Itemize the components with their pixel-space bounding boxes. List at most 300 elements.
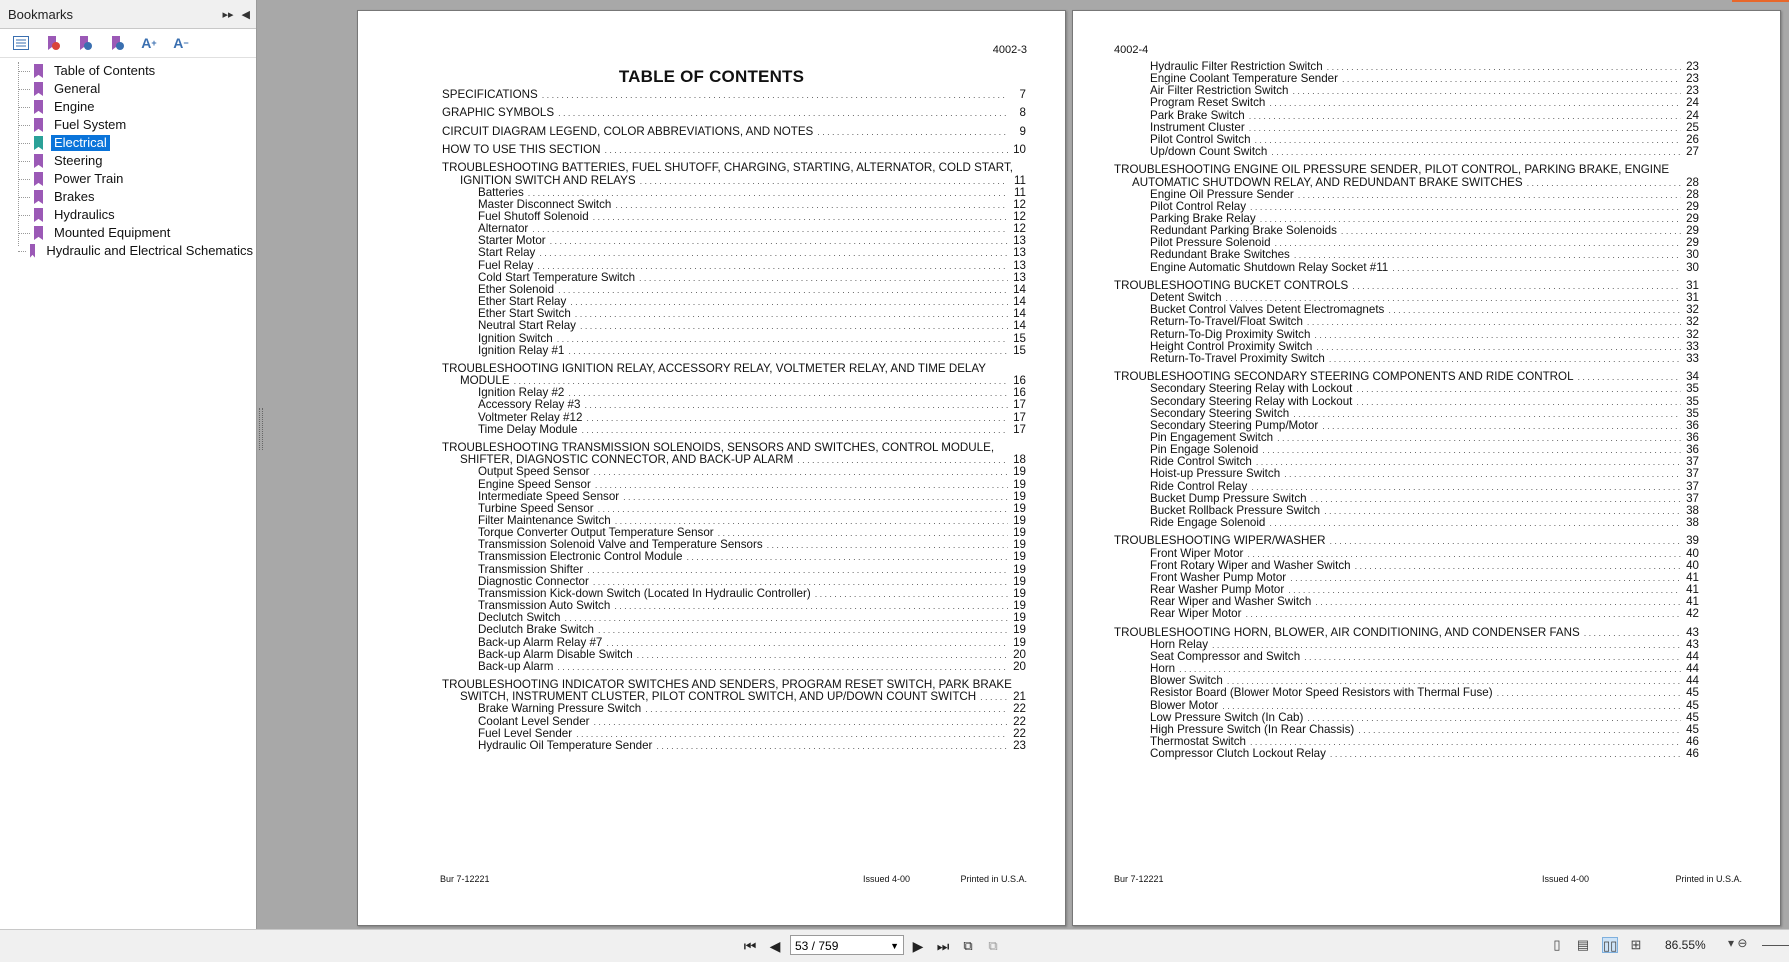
toc-entry-title: Filter Maintenance Switch: [478, 514, 611, 527]
toc-entry-page: 14: [1013, 282, 1026, 296]
page-indicator: 53 / 759: [795, 939, 839, 953]
toc-entry-title: Declutch Switch: [478, 611, 561, 625]
tree-branch: [18, 215, 30, 216]
toc-entry-page: 12: [1013, 197, 1026, 211]
bookmark-label: General: [54, 81, 101, 96]
toc-entry-title: Ether Start Switch: [478, 307, 571, 321]
toc-entry-page: 31: [1686, 278, 1699, 292]
bookmark-icon: [34, 82, 43, 96]
bookmarks-tree: [0, 58, 256, 260]
toc-entry-page: 37: [1686, 491, 1699, 505]
toc-entry-page: 22: [1013, 726, 1026, 740]
toc-entry-title: Ride Engage Solenoid: [1150, 516, 1266, 529]
bookmark-icon: [34, 226, 43, 240]
bookmark-icon: [34, 136, 43, 150]
toc-entry-title: High Pressure Switch (In Rear Chassis): [1150, 722, 1355, 736]
toc-entry-title: Starter Motor: [478, 234, 546, 248]
toc-entry-page: 22: [1013, 714, 1026, 728]
toc-entry-title: Alternator: [478, 222, 529, 236]
toc-entry-page: 15: [1013, 343, 1026, 357]
toc-entry-title: TROUBLESHOOTING WIPER/WASHER: [1114, 534, 1326, 548]
toc-entry-title: Instrument Cluster: [1150, 120, 1245, 134]
toc-entry-page: 29: [1686, 236, 1699, 250]
toc-entry-title: MODULE: [460, 374, 510, 388]
tree-branch: [18, 71, 30, 72]
toc-entry-title: Transmission Auto Switch: [478, 599, 611, 613]
toc-entry-title: Return-To-Dig Proximity Switch: [1150, 327, 1311, 341]
last-page-icon[interactable]: ⏭: [936, 938, 950, 954]
toc-entry-title: Diagnostic Connector: [478, 574, 589, 588]
toc-entry-title: Ether Solenoid: [478, 282, 555, 296]
bookmark-label: Fuel System: [54, 117, 127, 132]
toc-entry-title: Air Filter Restriction Switch: [1150, 84, 1289, 98]
toc-entry-title: Horn: [1150, 662, 1176, 676]
toc-entry-page: 20: [1013, 659, 1026, 673]
delete-bookmark-icon[interactable]: [108, 35, 126, 51]
toc-entry-title: Transmission Solenoid Valve and Temperature Sensors: [478, 538, 763, 552]
toc-entry-page: 14: [1013, 319, 1026, 333]
toc-entry-title: Return-To-Travel/Float Switch: [1150, 315, 1303, 329]
bookmark-label: Steering: [54, 153, 103, 168]
window-accent-bar: [1732, 0, 1789, 2]
toc-entry-title: Neutral Start Relay: [478, 319, 576, 333]
toc-entry-page: 14: [1013, 307, 1026, 321]
toc-entry-page: 36: [1686, 418, 1699, 432]
toc-entry-title: Ignition Switch: [478, 331, 553, 345]
toc-entry-page: 17: [1013, 410, 1026, 424]
toc-entry[interactable]: [1150, 145, 1699, 159]
toc-entry-title: Coolant Level Sender: [478, 714, 590, 728]
toc-entry-title: Engine Coolant Temperature Sender: [1150, 72, 1338, 86]
bookmarks-header: [0, 0, 256, 29]
toc-entry-title: IGNITION SWITCH AND RELAYS: [460, 173, 636, 187]
bookmark-item[interactable]: [12, 98, 256, 116]
toc-dot-leader: [557, 660, 1008, 674]
panel-splitter-handle[interactable]: [259, 408, 263, 450]
zoom-out-icon[interactable]: ▾ ⊖: [1728, 936, 1748, 950]
toc-entry-title: Front Washer Pump Motor: [1150, 570, 1287, 584]
toc-entry-page: 44: [1686, 662, 1699, 676]
toc-entry-page: 33: [1686, 351, 1699, 365]
toc-dot-leader: [817, 125, 1008, 139]
toc-entry-page: 45: [1686, 722, 1699, 736]
toc-entry-title: Output Speed Sensor: [478, 465, 590, 479]
toc-entry-title: SPECIFICATIONS: [442, 88, 538, 101]
zoom-level[interactable]: 86.55%: [1665, 938, 1706, 952]
toc-entry-title: Time Delay Module: [478, 422, 578, 436]
toc-dot-leader: [1245, 607, 1681, 621]
toc-entry-page: 11: [1013, 173, 1026, 187]
toc-entry-page: 29: [1686, 199, 1699, 213]
facing-icon[interactable]: ▯▯: [1603, 938, 1618, 953]
bookmark-label: Table of Contents: [54, 63, 156, 78]
toc-entry[interactable]: [1150, 607, 1699, 621]
toc-entry-page: 15: [1013, 331, 1026, 345]
toc-entry-title: SHIFTER, DIAGNOSTIC CONNECTOR, AND BACK-UP ALARM: [460, 453, 794, 467]
toc-entry-title: Program Reset Switch: [1150, 96, 1266, 110]
toc-entry-page: 32: [1686, 327, 1699, 341]
bookmark-item[interactable]: [12, 188, 256, 206]
page-code: 4002-4: [1114, 44, 1149, 56]
continuous-facing-icon[interactable]: ⊞: [1630, 937, 1642, 952]
toc-entry-page: 19: [1013, 623, 1026, 637]
toc-entry-title: Turbine Speed Sensor: [478, 501, 594, 515]
toc-entry-page: 10: [1013, 143, 1026, 157]
toc-entry-title: Engine Speed Sensor: [478, 477, 591, 491]
page-title: TABLE OF CONTENTS: [618, 67, 805, 86]
toc-entry-page: 28: [1686, 187, 1699, 201]
toc-entry-page: 17: [1013, 422, 1026, 436]
toc-dot-leader: [1392, 261, 1681, 275]
toc-entry-page: 40: [1686, 546, 1699, 560]
tree-branch: [18, 251, 26, 252]
toc-entry-title: SWITCH, INSTRUMENT CLUSTER, PILOT CONTROL SWITCH, AND UP/DOWN COUNT SWITCH: [460, 690, 977, 704]
toc-entry-page: 19: [1013, 514, 1026, 527]
toc-entry-page: 13: [1013, 246, 1026, 260]
toc-dot-leader: [1330, 747, 1681, 761]
toc-entry-page: 45: [1686, 686, 1699, 700]
next-view-icon[interactable]: ⧉: [988, 938, 998, 953]
toc-entry-title: Parking Brake Relay: [1150, 212, 1256, 225]
toc-entry-page: 7: [1019, 88, 1026, 101]
toc-entry-page: 9: [1019, 124, 1026, 138]
toc-entry-title: Front Rotary Wiper and Washer Switch: [1150, 558, 1351, 572]
toc-entry-page: 13: [1013, 234, 1026, 248]
tree-branch: [18, 125, 30, 126]
toc-entry-title: Start Relay: [478, 246, 536, 260]
toc-entry[interactable]: [442, 106, 1026, 120]
toc-entry-title: Voltmeter Relay #12: [478, 410, 583, 424]
decrease-text-size-icon[interactable]: A −: [173, 35, 189, 51]
bookmark-label: Power Train: [54, 171, 124, 186]
toc-entry-page: 19: [1013, 538, 1026, 552]
bookmark-item[interactable]: [12, 116, 256, 134]
toc-entry-title: Front Wiper Motor: [1150, 546, 1244, 560]
tree-branch: [18, 197, 30, 198]
bookmark-icon: [34, 154, 43, 168]
bookmark-item[interactable]: [12, 206, 256, 224]
toc-entry[interactable]: [442, 88, 1026, 102]
toc-entry-title: Transmission Electronic Control Module: [478, 550, 683, 564]
toc-entry-page: 18: [1013, 453, 1026, 467]
toc-entry-title: Blower Switch: [1150, 674, 1223, 688]
toc-entry-page: 19: [1013, 526, 1026, 540]
toc-entry-title: Horn Relay: [1150, 637, 1208, 651]
bookmark-label: Engine: [54, 99, 95, 114]
toc-entry-page: 11: [1013, 185, 1026, 199]
toc-entry[interactable]: [442, 125, 1026, 139]
toc-entry-title: Pilot Control Relay: [1150, 199, 1247, 213]
toc-entry-title: Return-To-Travel Proximity Switch: [1150, 351, 1325, 365]
toc-entry-page: 19: [1013, 550, 1026, 564]
toc-entry-page: 28: [1686, 175, 1699, 189]
toc-entry-title: Brake Warning Pressure Switch: [478, 702, 642, 716]
toc-entry-title: Ride Control Switch: [1150, 455, 1252, 469]
toc-dot-leader: [604, 143, 1008, 157]
tree-branch: [18, 161, 30, 162]
toc-entry-title: Engine Automatic Shutdown Relay Socket #11: [1150, 260, 1389, 274]
bookmark-label: Mounted Equipment: [54, 225, 171, 240]
toc-entry-page: 23: [1686, 60, 1699, 73]
toc-entry-title: Engine Oil Pressure Sender: [1150, 187, 1294, 201]
footer-printed: Printed in U.S.A.: [1675, 874, 1742, 884]
continuous-icon[interactable]: ▤: [1576, 937, 1590, 952]
footer-document-number: Bur 7-12221: [440, 874, 490, 884]
toc-entry-page: 25: [1686, 120, 1699, 134]
toc-entry-title: TROUBLESHOOTING IGNITION RELAY, ACCESSORY RELAY, VOLTMETER RELAY, AND TIME DELAY: [442, 362, 986, 375]
toc-entry-title: Resistor Board (Blower Motor Speed Resistors with Thermal Fuse): [1150, 686, 1493, 700]
toc-entry-page: 12: [1013, 210, 1026, 223]
toc-entry-page: 19: [1013, 574, 1026, 588]
toc-entry-title: Fuel Relay: [478, 258, 534, 272]
toc-entry-title: Seat Compressor and Switch: [1150, 649, 1301, 663]
toc-dot-leader: [581, 423, 1008, 437]
zoom-slider[interactable]: [1762, 945, 1789, 946]
toc-entry-title: Hoist-up Pressure Switch: [1150, 467, 1281, 481]
toc-entry-page: 23: [1686, 84, 1699, 98]
toc-dot-leader: [1269, 516, 1681, 530]
toc-entry-title: Cold Start Temperature Switch: [478, 270, 636, 284]
toc-entry-title: Pilot Pressure Solenoid: [1150, 236, 1271, 250]
toc-entry[interactable]: [1150, 261, 1699, 275]
toc-entry-title: Bucket Control Valves Detent Electromagnets: [1150, 303, 1385, 317]
toc-entry-title: Secondary Steering Switch: [1150, 406, 1290, 420]
toc-entry-title: Bucket Rollback Pressure Switch: [1150, 503, 1321, 517]
previous-view-icon[interactable]: ⧉: [963, 938, 973, 953]
page-number-input[interactable]: [790, 935, 904, 955]
toc-entry-page: 46: [1686, 734, 1699, 748]
toc-entry-page: 19: [1013, 489, 1026, 503]
toc-entry-title: TROUBLESHOOTING SECONDARY STEERING COMPONENTS AND RIDE CONTROL: [1114, 370, 1574, 384]
toc-entry-title: Pin Engagement Switch: [1150, 430, 1274, 444]
toc-entry-title: Blower Motor: [1150, 698, 1219, 712]
toc-entry-page: 45: [1686, 710, 1699, 724]
bookmark-item[interactable]: [12, 152, 256, 170]
toc-entry-title: Secondary Steering Pump/Motor: [1150, 418, 1319, 432]
toc-entry[interactable]: [1150, 516, 1699, 530]
toc-entry-page: 44: [1686, 649, 1699, 663]
toc-entry-page: 38: [1686, 503, 1699, 517]
toc-entry-title: Thermostat Switch: [1150, 734, 1246, 748]
toc-entry-page: 19: [1013, 586, 1026, 600]
toc-entry[interactable]: [1150, 747, 1699, 761]
bookmark-item[interactable]: [12, 62, 256, 80]
bookmarks-toolbar: [0, 29, 256, 58]
toc-entry-title: Ignition Relay #1: [478, 343, 565, 357]
toc-entry-page: 21: [1013, 690, 1026, 704]
toc-entry-title: Pilot Control Switch: [1150, 132, 1251, 146]
toc-entry-title: Redundant Parking Brake Solenoids: [1150, 224, 1337, 238]
toc-entry-title: Declutch Brake Switch: [478, 623, 594, 637]
toc-dot-leader: [1271, 145, 1681, 159]
toc-entry-page: 46: [1686, 747, 1699, 761]
toc-entry-page: 30: [1686, 260, 1699, 274]
toc-entry-title: Hydraulic Filter Restriction Switch: [1150, 60, 1323, 73]
bookmark-icon: [34, 118, 43, 132]
toc-entry-page: 35: [1686, 382, 1699, 396]
toc-entry[interactable]: [478, 423, 1026, 437]
toc-entry-page: 29: [1686, 224, 1699, 238]
toc-entry-page: 20: [1013, 647, 1026, 661]
expand-bookmark-icon[interactable]: [44, 35, 62, 51]
toc-entry-title: Rear Wiper Motor: [1150, 607, 1242, 621]
chevron-down-icon[interactable]: ▼: [890, 941, 899, 951]
toc-entry-title: Back-up Alarm: [478, 659, 554, 673]
toc-entry-title: TROUBLESHOOTING BUCKET CONTROLS: [1114, 278, 1349, 292]
bookmarks-title: Bookmarks: [8, 6, 74, 22]
toc-entry-page: 31: [1686, 291, 1699, 305]
toc-entry-page: 35: [1686, 406, 1699, 420]
bookmark-icon: [30, 244, 36, 258]
bookmark-label: Hydraulic and Electrical Schematics: [46, 243, 253, 258]
toc-entry-page: 17: [1013, 398, 1026, 412]
toc-entry-page: 12: [1013, 222, 1026, 236]
toc-entry-title: Low Pressure Switch (In Cab): [1150, 710, 1304, 724]
new-bookmark-icon[interactable]: [76, 35, 94, 51]
panel-options-icon[interactable]: ▸▸: [222, 8, 234, 21]
toc-entry-title: TROUBLESHOOTING TRANSMISSION SOLENOIDS, SENSORS AND SWITCHES, CONTROL MODULE,: [442, 441, 995, 455]
toc-entry[interactable]: [1150, 352, 1699, 366]
toc-entry-page: 19: [1013, 635, 1026, 649]
bookmark-icon: [34, 190, 43, 204]
toc-entry-page: 13: [1013, 270, 1026, 284]
bookmark-icon: [34, 64, 43, 78]
toc-entry-title: Hydraulic Oil Temperature Sender: [478, 738, 653, 752]
bookmark-item[interactable]: [12, 80, 256, 98]
toc-entry-title: Back-up Alarm Relay #7: [478, 635, 603, 649]
toc-entry-page: 44: [1686, 674, 1699, 688]
toc-entry-page: 30: [1686, 248, 1699, 262]
toc-entry-title: Rear Wiper and Washer Switch: [1150, 595, 1312, 609]
bookmark-label: Hydraulics: [54, 207, 115, 222]
toc-dot-leader: [1329, 352, 1681, 366]
toc-entry-title: Master Disconnect Switch: [478, 197, 612, 211]
toc-entry-page: 23: [1686, 72, 1699, 86]
toc-entry-title: Accessory Relay #3: [478, 398, 581, 412]
toc-entry-page: 19: [1013, 599, 1026, 613]
document-page-left: [357, 10, 1066, 926]
toc-entry-title: Compressor Clutch Lockout Relay: [1150, 747, 1326, 761]
toc-entry-page: 39: [1686, 534, 1699, 548]
toc-entry-title: Ride Control Relay: [1150, 479, 1248, 493]
toc-entry-page: 34: [1686, 370, 1699, 384]
toc-entry-page: 22: [1013, 702, 1026, 716]
toc-entry-page: 24: [1686, 108, 1699, 122]
first-page-icon[interactable]: ⏮: [743, 938, 757, 954]
bookmark-options-icon[interactable]: [12, 35, 30, 51]
toc-entry-page: 43: [1686, 625, 1699, 639]
toc-entry-title: TROUBLESHOOTING INDICATOR SWITCHES AND SENDERS, PROGRAM RESET SWITCH, PARK BRAKE: [442, 678, 1012, 692]
bookmark-item[interactable]: [12, 134, 256, 152]
toc-entry-page: 14: [1013, 295, 1026, 309]
toc-entry-title: Ignition Relay #2: [478, 386, 565, 400]
bookmark-icon: [34, 208, 43, 222]
toc-entry-page: 16: [1013, 374, 1026, 388]
toc-entry-title: Ether Start Relay: [478, 295, 567, 309]
toc-entry-page: 42: [1686, 607, 1699, 621]
toc-entry-page: 41: [1686, 570, 1699, 584]
tree-branch: [18, 143, 30, 144]
toc-entry-page: 19: [1013, 611, 1026, 625]
tree-branch: [18, 107, 30, 108]
toc-entry-title: Transmission Shifter: [478, 562, 584, 576]
toc-entry-title: Back-up Alarm Disable Switch: [478, 647, 633, 661]
bookmarks-panel: [0, 0, 257, 929]
document-page-right: [1072, 10, 1781, 926]
toc-entry-title: Park Brake Switch: [1150, 108, 1245, 122]
toc-entry-title: Detent Switch: [1150, 291, 1222, 305]
toc-entry-title: HOW TO USE THIS SECTION: [442, 143, 601, 157]
bookmark-item[interactable]: [12, 170, 256, 188]
toc-entry-title: Fuel Shutoff Solenoid: [478, 210, 589, 223]
toc-entry-page: 29: [1686, 212, 1699, 225]
toc-entry-title: CIRCUIT DIAGRAM LEGEND, COLOR ABBREVIATIONS, AND NOTES: [442, 124, 814, 138]
toc-entry-page: 36: [1686, 443, 1699, 457]
tree-branch: [18, 179, 30, 180]
toc-entry[interactable]: [478, 660, 1026, 674]
toc-entry-page: 33: [1686, 339, 1699, 353]
previous-page-icon[interactable]: ◀: [769, 938, 781, 954]
toc-entry[interactable]: [478, 344, 1026, 358]
toc-entry[interactable]: [478, 739, 1026, 753]
toc-entry-page: 41: [1686, 582, 1699, 596]
toc-entry-page: 13: [1013, 258, 1026, 272]
toc-entry-page: 37: [1686, 455, 1699, 469]
toc-entry-title: Rear Washer Pump Motor: [1150, 582, 1285, 596]
toc-entry-title: Pin Engage Solenoid: [1150, 443, 1259, 457]
bookmark-item[interactable]: [12, 224, 256, 242]
tree-branch: [18, 89, 30, 90]
toc-entry-page: 45: [1686, 698, 1699, 712]
toc-dot-leader: [558, 106, 1008, 120]
toc-entry-page: 32: [1686, 315, 1699, 329]
toc-entry-page: 23: [1013, 738, 1026, 752]
footer-issued: Issued 4-00: [1542, 874, 1590, 884]
toc-entry-page: 32: [1686, 303, 1699, 317]
toc-entry-title: AUTOMATIC SHUTDOWN RELAY, AND REDUNDANT BRAKE SWITCHES: [1132, 175, 1523, 189]
toc-entry-page: 37: [1686, 467, 1699, 481]
collapse-panel-icon[interactable]: ◀: [241, 8, 250, 21]
bookmark-icon: [34, 100, 43, 114]
toc-entry-title: Up/down Count Switch: [1150, 145, 1268, 159]
toc-entry-title: Batteries: [478, 185, 524, 199]
toc-entry-page: 43: [1686, 637, 1699, 651]
toc-entry-page: 19: [1013, 501, 1026, 515]
toc-entry-page: 36: [1686, 430, 1699, 444]
toc-entry-page: 19: [1013, 562, 1026, 576]
single-page-icon[interactable]: ▯: [1553, 937, 1561, 952]
toc-entry-title: Bucket Dump Pressure Switch: [1150, 491, 1307, 505]
toc-entry-page: 19: [1013, 477, 1026, 491]
toc-entry-title: GRAPHIC SYMBOLS: [442, 106, 555, 120]
footer-issued: Issued 4-00: [863, 874, 911, 884]
toc-entry-title: TROUBLESHOOTING BATTERIES, FUEL SHUTOFF, CHARGING, STARTING, ALTERNATOR, COLD START,: [442, 161, 1013, 175]
increase-text-size-icon[interactable]: A +: [141, 35, 157, 51]
toc-entry-title: Secondary Steering Relay with Lockout: [1150, 394, 1353, 408]
toc-dot-leader: [656, 739, 1008, 753]
toc-entry-page: 24: [1686, 96, 1699, 110]
footer-printed: Printed in U.S.A.: [960, 874, 1027, 884]
toc-entry[interactable]: [442, 143, 1026, 157]
bookmark-icon: [34, 172, 43, 186]
toc-entry-title: Secondary Steering Relay with Lockout: [1150, 382, 1353, 396]
toc-entry-page: 19: [1013, 465, 1026, 479]
bookmark-label: Brakes: [54, 189, 95, 204]
next-page-icon[interactable]: ▶: [912, 938, 924, 954]
toc-entry-page: 37: [1686, 479, 1699, 493]
bookmark-item[interactable]: [12, 242, 256, 260]
toc-entry-page: 41: [1686, 595, 1699, 609]
